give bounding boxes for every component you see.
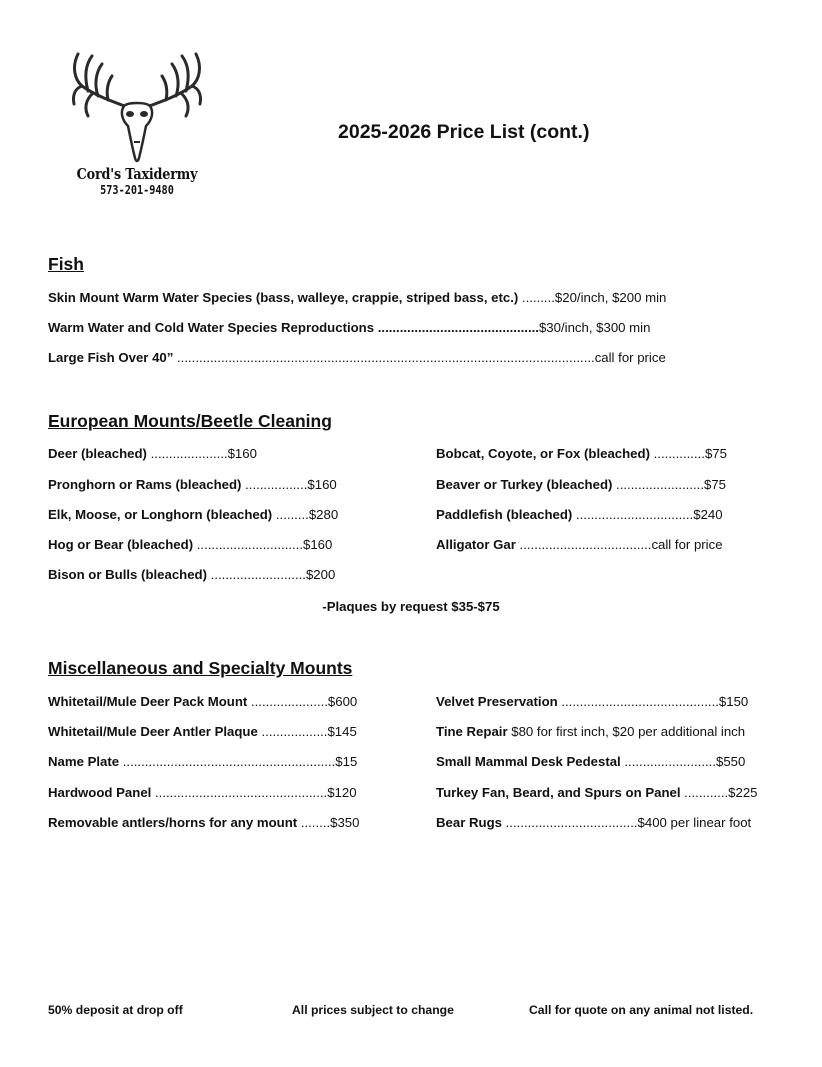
price-row	[48, 785, 357, 801]
item-name: Beaver or Turkey (bleached)	[436, 477, 613, 492]
price-row	[48, 694, 357, 710]
footer-deposit: 50% deposit at drop off	[48, 1003, 183, 1017]
item-name: Name Plate	[48, 754, 120, 769]
footer-prices-note: All prices subject to change	[292, 1003, 454, 1017]
leader-dots: .........	[272, 507, 309, 522]
item-name: Whitetail/Mule Deer Pack Mount	[48, 694, 248, 709]
item-name: Deer (bleached)	[48, 446, 147, 461]
item-price: $600	[327, 694, 358, 709]
price-row	[436, 724, 745, 740]
price-row	[48, 320, 650, 336]
price-row	[436, 477, 726, 493]
leader-dots: .....................	[247, 694, 328, 709]
leader-dots: ............................................	[374, 320, 539, 335]
leader-dots: ............	[680, 785, 729, 800]
item-name: Hardwood Panel	[48, 785, 152, 800]
item-name: Bison or Bulls (bleached)	[48, 567, 208, 582]
price-row	[48, 446, 257, 462]
item-price: $160	[303, 537, 333, 552]
item-price: $20/inch, $200 min	[554, 290, 667, 305]
item-price: $80 for first inch, $20 per additional inch	[511, 724, 746, 739]
item-name: Tine Repair	[436, 724, 508, 739]
misc-mounts-heading: Miscellaneous and Specialty Mounts	[48, 658, 353, 678]
item-name: Large Fish Over 40”	[48, 350, 174, 365]
price-row	[48, 567, 335, 583]
item-name: Velvet Preservation	[436, 694, 558, 709]
item-name: Pronghorn or Rams (bleached)	[48, 477, 242, 492]
price-row	[48, 724, 357, 740]
price-row	[436, 815, 751, 831]
logo-business-name: Cord's Taxidermy	[76, 165, 198, 183]
item-price: $150	[718, 694, 749, 709]
leader-dots: ..................................................................................................................	[173, 350, 595, 365]
european-mounts-heading: European Mounts/Beetle Cleaning	[48, 411, 332, 431]
leader-dots: .............................	[193, 537, 304, 552]
leader-dots: .....................	[146, 446, 228, 461]
leader-dots: ..............	[649, 446, 705, 461]
item-name: Paddlefish (bleached)	[436, 507, 573, 522]
item-name: Skin Mount Warm Water Species (bass, walleye, crappie, striped bass, etc.)	[48, 290, 519, 305]
item-name: Alligator Gar	[436, 537, 516, 552]
item-price: $225	[728, 785, 758, 800]
item-price: $160	[307, 477, 337, 492]
business-logo	[62, 46, 212, 206]
item-price: call for price	[594, 350, 666, 365]
item-price: call for price	[651, 537, 723, 552]
item-price: $400 per linear foot	[637, 815, 752, 830]
item-name: Warm Water and Cold Water Species Reproductions	[48, 320, 375, 335]
item-price: $280	[308, 507, 339, 522]
item-name: Elk, Moose, or Longhorn (bleached)	[48, 507, 273, 522]
logo-phone-number: 573-201-9480	[100, 183, 174, 197]
item-price: $550	[715, 754, 746, 769]
price-row	[436, 446, 727, 462]
item-price: $200	[305, 567, 336, 582]
item-price: $240	[693, 507, 723, 522]
item-price: $15	[335, 754, 358, 769]
leader-dots: ...........................................	[557, 694, 719, 709]
item-price: $120	[327, 785, 357, 800]
item-name: Hog or Bear (bleached)	[48, 537, 194, 552]
item-name: Removable antlers/horns for any mount	[48, 815, 298, 830]
price-row	[436, 785, 758, 801]
page-title: 2025-2026 Price List (cont.)	[338, 121, 590, 143]
fish-heading: Fish	[48, 254, 84, 274]
price-row	[48, 507, 338, 523]
item-price: $160	[227, 446, 257, 461]
leader-dots: ........	[297, 815, 331, 830]
leader-dots: ..................	[257, 724, 328, 739]
item-name: Whitetail/Mule Deer Antler Plaque	[48, 724, 258, 739]
item-name: Bear Rugs	[436, 815, 502, 830]
item-price: $145	[327, 724, 357, 739]
leader-dots: .........	[518, 290, 555, 305]
price-row	[436, 694, 748, 710]
deer-skull-icon	[62, 46, 212, 166]
leader-dots: ........................	[612, 477, 704, 492]
price-row	[48, 350, 666, 366]
leader-dots: ................................	[572, 507, 694, 522]
price-row	[48, 477, 337, 493]
leader-dots: .........................	[620, 754, 716, 769]
price-row	[48, 815, 359, 831]
leader-dots: ..........................	[207, 567, 306, 582]
price-row	[48, 754, 357, 770]
item-price: $75	[704, 446, 727, 461]
leader-dots: .................	[241, 477, 308, 492]
item-name: Bobcat, Coyote, or Fox (bleached)	[436, 446, 650, 461]
price-row	[436, 507, 723, 523]
price-row	[436, 537, 723, 553]
item-price: $350	[330, 815, 360, 830]
leader-dots: ....................................	[501, 815, 638, 830]
item-name: Turkey Fan, Beard, and Spurs on Panel	[436, 785, 681, 800]
price-row	[48, 290, 666, 306]
footer-quote-note: Call for quote on any animal not listed.	[529, 1003, 754, 1017]
plaques-note: -Plaques by request $35-$75	[322, 599, 500, 614]
price-row	[436, 754, 745, 770]
price-row	[48, 537, 332, 553]
item-name: Small Mammal Desk Pedestal	[436, 754, 621, 769]
leader-dots: ..........................................................	[119, 754, 336, 769]
item-price: $30/inch, $300 min	[538, 320, 651, 335]
leader-dots: ...............................................	[151, 785, 328, 800]
item-price: $75	[704, 477, 727, 492]
leader-dots: ....................................	[515, 537, 652, 552]
